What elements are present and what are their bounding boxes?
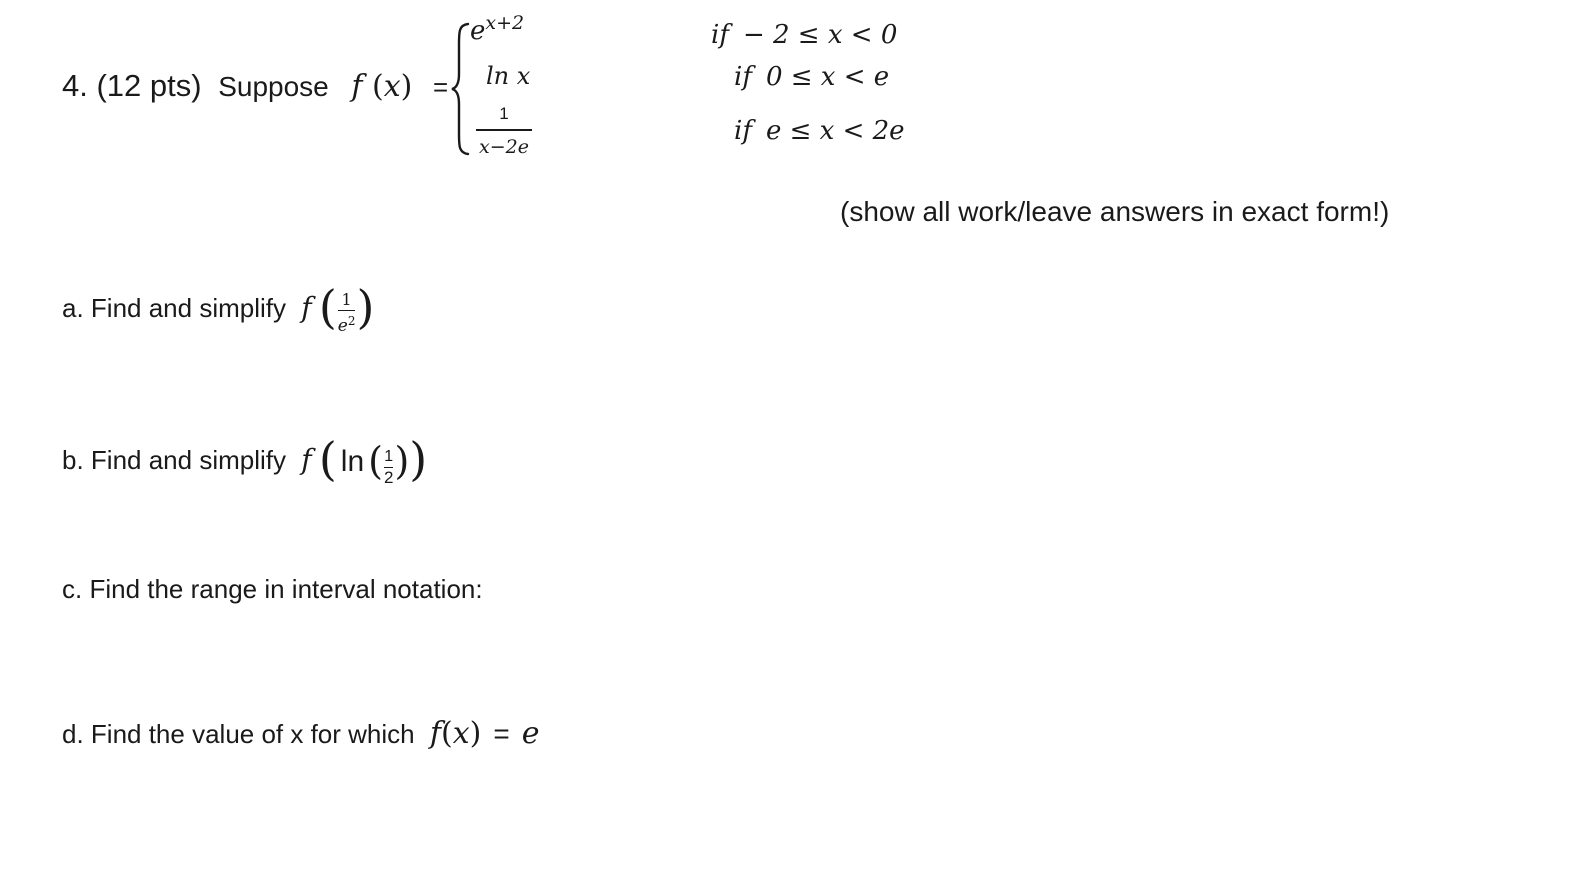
fraction-bar: [476, 129, 532, 131]
function-notation: f (x): [351, 69, 413, 104]
problem-header: [62, 68, 448, 104]
case-2-condition: if 0 ≤ x < e: [734, 62, 890, 92]
piecewise-brace: [450, 22, 472, 156]
case-3-condition: if e ≤ x < 2e: [734, 116, 905, 146]
part-b-fraction: $\frac{1}{2}$: [383, 447, 394, 487]
case-3-denominator: x−2e: [479, 135, 529, 158]
part-d: [62, 716, 539, 751]
part-a: a. Find and simplify f ( $\frac{1}{e^2}$ ): [62, 280, 375, 336]
part-c: [62, 574, 483, 605]
case-3-numerator: 1: [499, 104, 509, 123]
part-a-label: a. Find and simplify: [62, 293, 286, 323]
suppose-label: Suppose: [218, 71, 329, 102]
case-1-condition: if − 2 ≤ x < 0: [711, 20, 898, 50]
case-2-expression: ln x: [486, 62, 531, 90]
part-a-fraction: $\frac{1}{e^2}$: [337, 289, 356, 336]
part-d-equation: f(x) = e: [429, 716, 540, 751]
part-b: b. Find and simplify f ( ln ( $\frac{1}{2}$ )): [62, 432, 428, 487]
part-d-label: d. Find the value of x for which: [62, 719, 415, 749]
problem-number: 4. (12 pts): [62, 68, 202, 103]
part-c-label: c. Find the range in interval notation:: [62, 574, 483, 604]
instructions-note: (show all work/leave answers in exact form!): [840, 196, 1390, 227]
part-b-label: b. Find and simplify: [62, 445, 286, 475]
case-1-expression: $e^{x+2}$: [470, 12, 525, 46]
case-3-expression: [476, 103, 532, 158]
equals-sign: =: [433, 72, 449, 102]
